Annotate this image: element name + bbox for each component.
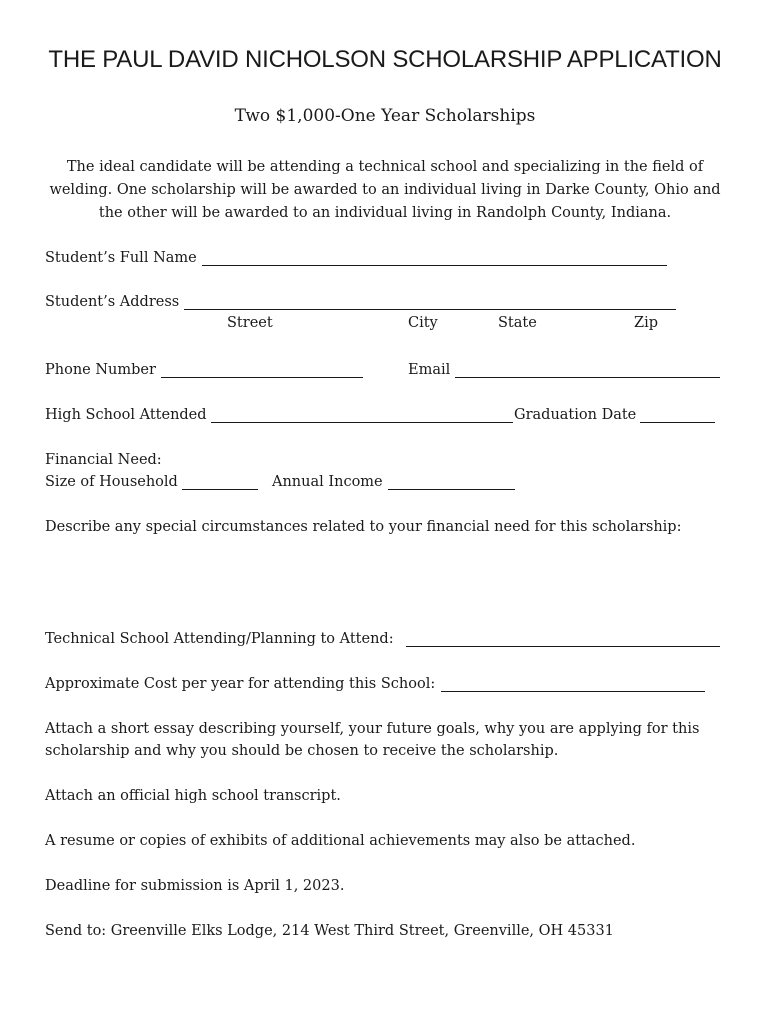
intro-paragraph: The ideal candidate will be attending a technical school and specializing in the field of welding. One scholarship will be awarded to an individual living in Darke County, Ohio and the other will be awarded to an individual living in Randolph County, Indiana.	[49, 159, 721, 221]
high-school-field[interactable]	[211, 422, 513, 423]
email-field[interactable]	[455, 377, 720, 378]
annual-income-field[interactable]	[388, 489, 515, 490]
financial-need-heading: Financial Need:	[45, 452, 162, 468]
phone-label: Phone Number	[45, 362, 156, 378]
email-label: Email	[408, 362, 451, 378]
cost-label: Approximate Cost per year for attending this School:	[45, 676, 436, 692]
page-title: THE PAUL DAVID NICHOLSON SCHOLARSHIP APPLICATION	[48, 46, 722, 73]
cost-field[interactable]	[441, 691, 705, 692]
page-subtitle: Two $1,000-One Year Scholarships	[234, 106, 536, 126]
household-size-label: Size of Household	[45, 474, 178, 490]
address-zip-caption: Zip	[634, 315, 658, 331]
full-name-label: Student’s Full Name	[45, 250, 197, 266]
resume-instruction: A resume or copies of exhibits of additional achievements may also be attached.	[45, 833, 636, 849]
address-label: Student’s Address	[45, 294, 180, 310]
address-city-caption: City	[408, 315, 438, 331]
annual-income-label: Annual Income	[272, 474, 383, 490]
address-state-caption: State	[498, 315, 537, 331]
essay-instruction-line1: Attach a short essay describing yourself, your future goals, why you are applying for this	[45, 721, 700, 737]
essay-instruction-line2: scholarship and why you should be chosen to receive the scholarship.	[45, 743, 559, 759]
address-street-caption: Street	[227, 315, 273, 331]
phone-field[interactable]	[161, 377, 363, 378]
send-to-address: Send to: Greenville Elks Lodge, 214 West Third Street, Greenville, OH 45331	[45, 923, 614, 939]
technical-school-field[interactable]	[406, 646, 720, 647]
special-circumstances-area[interactable]	[45, 540, 725, 620]
household-size-field[interactable]	[182, 489, 258, 490]
full-name-field[interactable]	[202, 265, 667, 266]
deadline-text: Deadline for submission is April 1, 2023.	[45, 878, 345, 894]
graduation-date-label: Graduation Date	[514, 407, 637, 423]
high-school-label: High School Attended	[45, 407, 207, 423]
special-circumstances-label: Describe any special circumstances related to your financial need for this scholarship:	[45, 519, 682, 535]
technical-school-label: Technical School Attending/Planning to Attend:	[45, 631, 394, 647]
graduation-date-field[interactable]	[640, 422, 715, 423]
transcript-instruction: Attach an official high school transcript.	[45, 788, 341, 804]
address-field[interactable]	[184, 309, 676, 310]
